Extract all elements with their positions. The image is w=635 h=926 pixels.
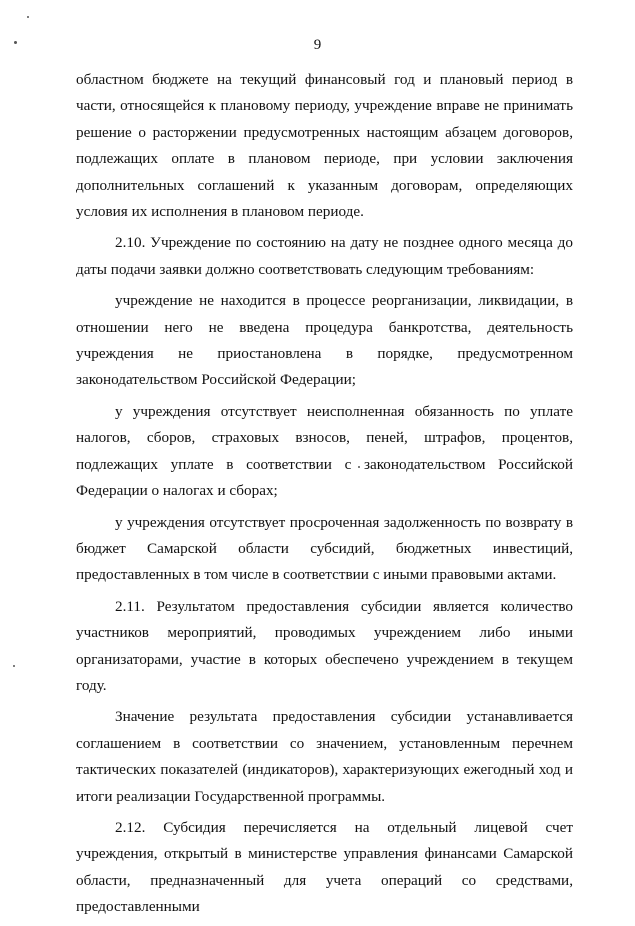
paragraph-2-10: 2.10. Учреждение по состоянию на дату не позднее одного месяца до даты подачи заявки должно соответствовать следующим требованиям:: [76, 234, 573, 278]
paragraph-requirement-debt: у учреждения отсутствует просроченная задолженность по возврату в бюджет Самарской области субсидий, бюджетных инвестиций, предоставленных в том числе в соответствии с иными правовыми актами.: [76, 513, 573, 584]
paragraph-2-11: 2.11. Результатом предоставления субсидии является количество участников мероприятий, проводимых учреждением либо иными организаторами, участие в которых обеспечено учреждением в текущем году.: [76, 597, 573, 694]
scan-speck: [27, 16, 29, 18]
paragraph-requirement-taxes: у учреждения отсутствует неисполненная обязанность по уплате налогов, сборов, страховых взносов, пеней, штрафов, процентов, подлежащих уплате в соответствии с законодательством Российской Федерации о налогах и сборах;: [76, 402, 573, 500]
page-number: 9: [313, 37, 322, 53]
scan-speck: [13, 665, 15, 667]
paragraph-2-12: 2.12. Субсидия перечисляется на отдельный лицевой счет учреждения, открытый в министерстве управления финансами Самарской области, предназначенный для учета операций со средствами, предоставленными: [76, 818, 573, 916]
document-body: [76, 67, 573, 926]
paragraph-result-value: Значение результата предоставления субсидии устанавливается соглашением в соответствии со значением, установленным перечнем тактических показателей (индикаторов), характеризующих ежегодный ход и итоги реализации Государственной программы.: [76, 708, 573, 805]
paragraph-continuation: областном бюджете на текущий финансовый год и плановый период в части, относящейся к плановому периоду, учреждение вправе не принимать решение о расторжении предусмотренных настоящим абзацем договоров, подлежащих оплате в плановом периоде, при условии заключения дополнительных соглашений к указанным договорам, определяющих условия их исполнения в плановом периоде.: [76, 71, 573, 221]
paragraph-requirement-reorganization: учреждение не находится в процессе реорганизации, ликвидации, в отношении него не введена процедура банкротства, деятельность учреждения не приостановлена в порядке, предусмотренном законодательством Российской Федерации;: [76, 292, 573, 389]
